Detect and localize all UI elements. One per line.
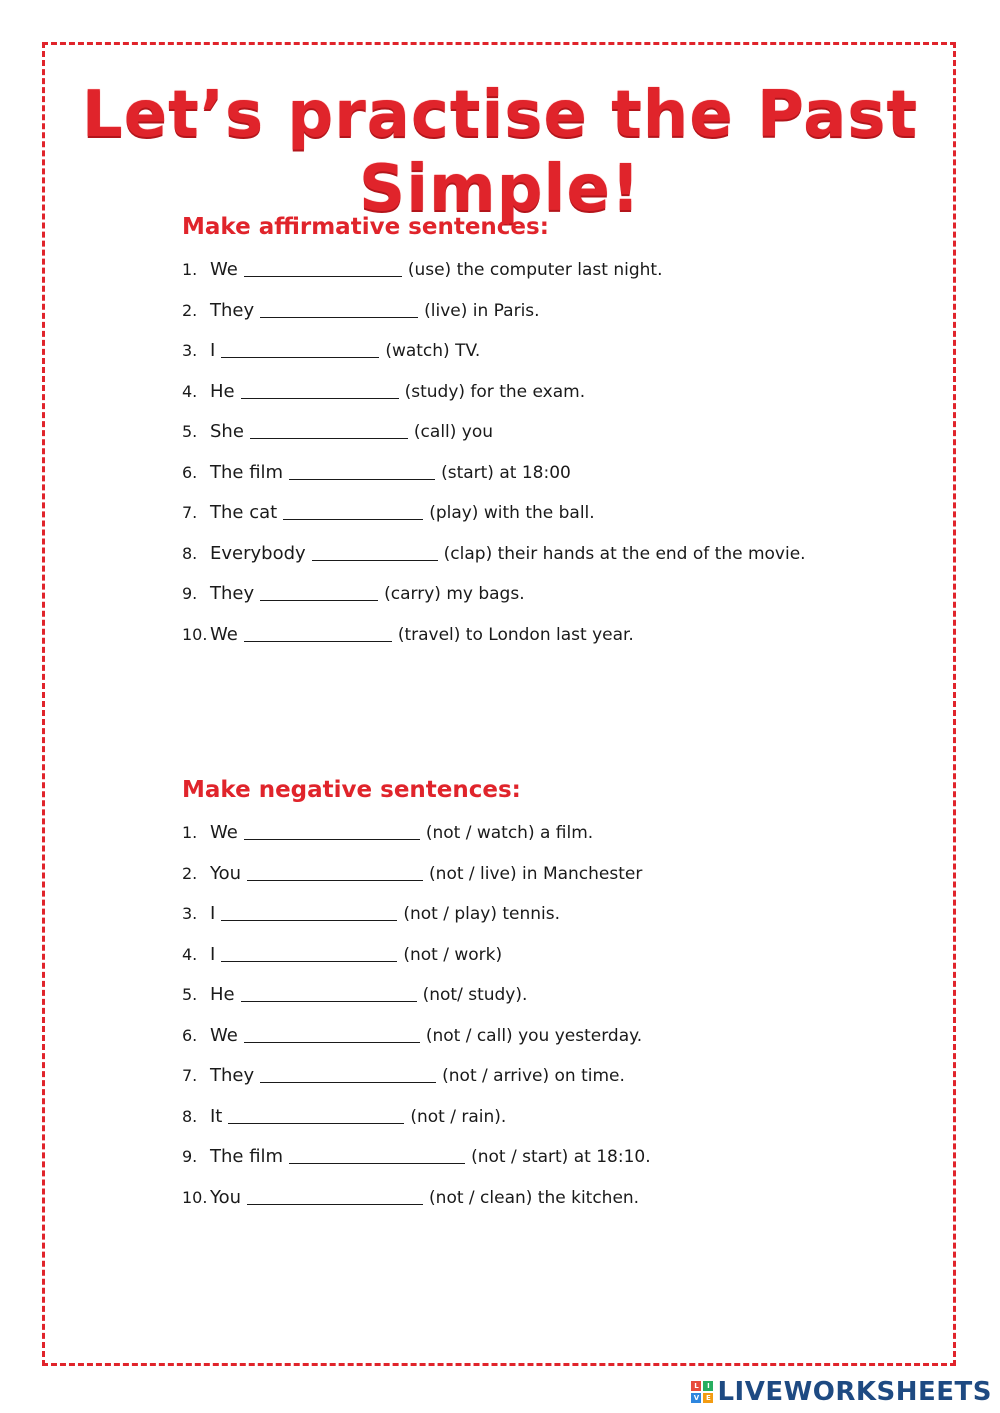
answer-blank[interactable] xyxy=(260,299,418,318)
exercise-subject: The film xyxy=(210,461,284,483)
exercise-prompt: (not / clean) the kitchen. xyxy=(429,1187,640,1208)
exercise-subject: We xyxy=(210,1024,238,1046)
exercise-item xyxy=(182,250,902,291)
exercise-subject: The film xyxy=(210,1146,284,1167)
answer-blank[interactable] xyxy=(241,983,417,1002)
exercise-item xyxy=(182,412,902,453)
answer-blank[interactable] xyxy=(221,339,379,358)
exercise-number: 10. xyxy=(182,624,208,644)
exercise-prompt: (call) you xyxy=(413,422,494,442)
exercise-subject: They xyxy=(210,1065,255,1086)
exercise-number: 5. xyxy=(182,422,198,441)
answer-blank[interactable] xyxy=(221,902,397,921)
exercise-item xyxy=(182,854,902,895)
exercise-subject: He xyxy=(210,380,235,402)
exercise-item xyxy=(182,1056,902,1097)
logo-mark-letter: V xyxy=(691,1393,701,1403)
exercise-number: 9. xyxy=(182,584,198,603)
exercise-prompt: (carry) my bags. xyxy=(384,584,525,604)
answer-blank[interactable] xyxy=(289,1145,465,1164)
exercise-item xyxy=(182,534,902,575)
exercise-number: 2. xyxy=(182,300,198,320)
exercise-subject: I xyxy=(210,340,216,361)
answer-blank[interactable] xyxy=(228,1105,404,1124)
exercise-number: 10. xyxy=(182,1187,208,1207)
exercise-item xyxy=(182,1178,902,1219)
exercise-number: 1. xyxy=(182,260,198,279)
exercise-subject: The cat xyxy=(210,502,278,523)
exercise-subject: I xyxy=(210,943,216,965)
exercise-number: 1. xyxy=(182,823,198,842)
exercise-prompt: (not / start) at 18:10. xyxy=(471,1147,651,1167)
answer-blank[interactable] xyxy=(283,501,423,520)
exercise-number: 6. xyxy=(182,462,198,482)
logo-mark-letter: I xyxy=(703,1381,713,1391)
exercise-prompt: (not / call) you yesterday. xyxy=(425,1025,643,1046)
answer-blank[interactable] xyxy=(244,623,392,642)
exercise-subject: They xyxy=(210,583,255,604)
logo-mark-icon xyxy=(691,1381,713,1403)
affirmative-section xyxy=(182,210,902,655)
exercise-number: 8. xyxy=(182,1106,198,1126)
answer-blank[interactable] xyxy=(260,582,378,601)
exercise-number: 8. xyxy=(182,543,198,563)
answer-blank[interactable] xyxy=(247,862,423,881)
page-title: Let’s practise the Past Simple! xyxy=(81,78,919,226)
exercise-subject: Everybody xyxy=(210,542,306,564)
exercise-prompt: (travel) to London last year. xyxy=(397,624,634,645)
answer-blank[interactable] xyxy=(244,1024,420,1043)
answer-blank[interactable] xyxy=(244,258,402,277)
exercise-item xyxy=(182,331,902,372)
logo-text: LIVEWORKSHEETS xyxy=(717,1377,992,1407)
exercise-number: 4. xyxy=(182,381,198,401)
exercise-subject: It xyxy=(210,1105,223,1127)
exercise-number: 4. xyxy=(182,944,198,964)
exercise-number: 7. xyxy=(182,1066,198,1085)
exercise-prompt: (not/ study). xyxy=(422,985,528,1005)
negative-list xyxy=(182,813,902,1218)
exercise-number: 7. xyxy=(182,503,198,522)
exercise-item xyxy=(182,935,902,976)
exercise-item xyxy=(182,291,902,332)
logo-mark-letter: E xyxy=(703,1393,713,1403)
exercise-prompt: (not / work) xyxy=(403,944,503,965)
exercise-subject: I xyxy=(210,903,216,924)
exercise-prompt: (not / watch) a film. xyxy=(425,823,594,843)
answer-blank[interactable] xyxy=(247,1186,423,1205)
exercise-prompt: (not / play) tennis. xyxy=(403,904,561,924)
exercise-item xyxy=(182,1097,902,1138)
affirmative-heading: Make affirmative sentences: xyxy=(182,214,549,240)
exercise-prompt: (clap) their hands at the end of the movie. xyxy=(443,543,806,564)
exercise-item xyxy=(182,372,902,413)
liveworksheets-logo xyxy=(691,1375,992,1409)
exercise-item xyxy=(182,574,902,615)
exercise-item xyxy=(182,493,902,534)
exercise-subject: You xyxy=(210,1186,242,1208)
exercise-item xyxy=(182,453,902,494)
exercise-number: 6. xyxy=(182,1025,198,1045)
exercise-prompt: (live) in Paris. xyxy=(424,300,540,321)
exercise-subject: You xyxy=(210,862,242,884)
exercise-number: 3. xyxy=(182,341,198,360)
answer-blank[interactable] xyxy=(260,1064,436,1083)
exercise-subject: He xyxy=(210,984,235,1005)
exercise-subject: She xyxy=(210,421,244,442)
negative-section xyxy=(182,773,902,1218)
exercise-number: 9. xyxy=(182,1147,198,1166)
answer-blank[interactable] xyxy=(244,821,420,840)
exercise-prompt: (use) the computer last night. xyxy=(407,260,663,280)
negative-heading: Make negative sentences: xyxy=(182,777,521,803)
exercise-prompt: (not / live) in Manchester xyxy=(429,863,643,884)
answer-blank[interactable] xyxy=(289,461,435,480)
exercise-number: 2. xyxy=(182,863,198,883)
exercise-item xyxy=(182,813,902,854)
exercise-item xyxy=(182,975,902,1016)
exercise-prompt: (not / arrive) on time. xyxy=(442,1066,625,1086)
answer-blank[interactable] xyxy=(221,943,397,962)
answer-blank[interactable] xyxy=(312,542,438,561)
logo-mark-letter: L xyxy=(691,1381,701,1391)
exercise-item xyxy=(182,894,902,935)
exercise-subject: We xyxy=(210,623,238,645)
exercise-subject: We xyxy=(210,259,238,280)
exercise-prompt: (study) for the exam. xyxy=(404,381,586,402)
exercise-subject: They xyxy=(210,299,255,321)
affirmative-list xyxy=(182,250,902,655)
exercise-item xyxy=(182,615,902,656)
exercise-number: 3. xyxy=(182,904,198,923)
answer-blank[interactable] xyxy=(250,420,408,439)
exercise-prompt: (play) with the ball. xyxy=(429,503,595,523)
exercise-prompt: (not / rain). xyxy=(410,1106,507,1127)
exercise-number: 5. xyxy=(182,985,198,1004)
exercise-item xyxy=(182,1137,902,1178)
exercise-subject: We xyxy=(210,822,238,843)
exercise-item xyxy=(182,1016,902,1057)
answer-blank[interactable] xyxy=(241,380,399,399)
exercise-prompt: (start) at 18:00 xyxy=(441,462,571,483)
exercise-prompt: (watch) TV. xyxy=(385,341,481,361)
